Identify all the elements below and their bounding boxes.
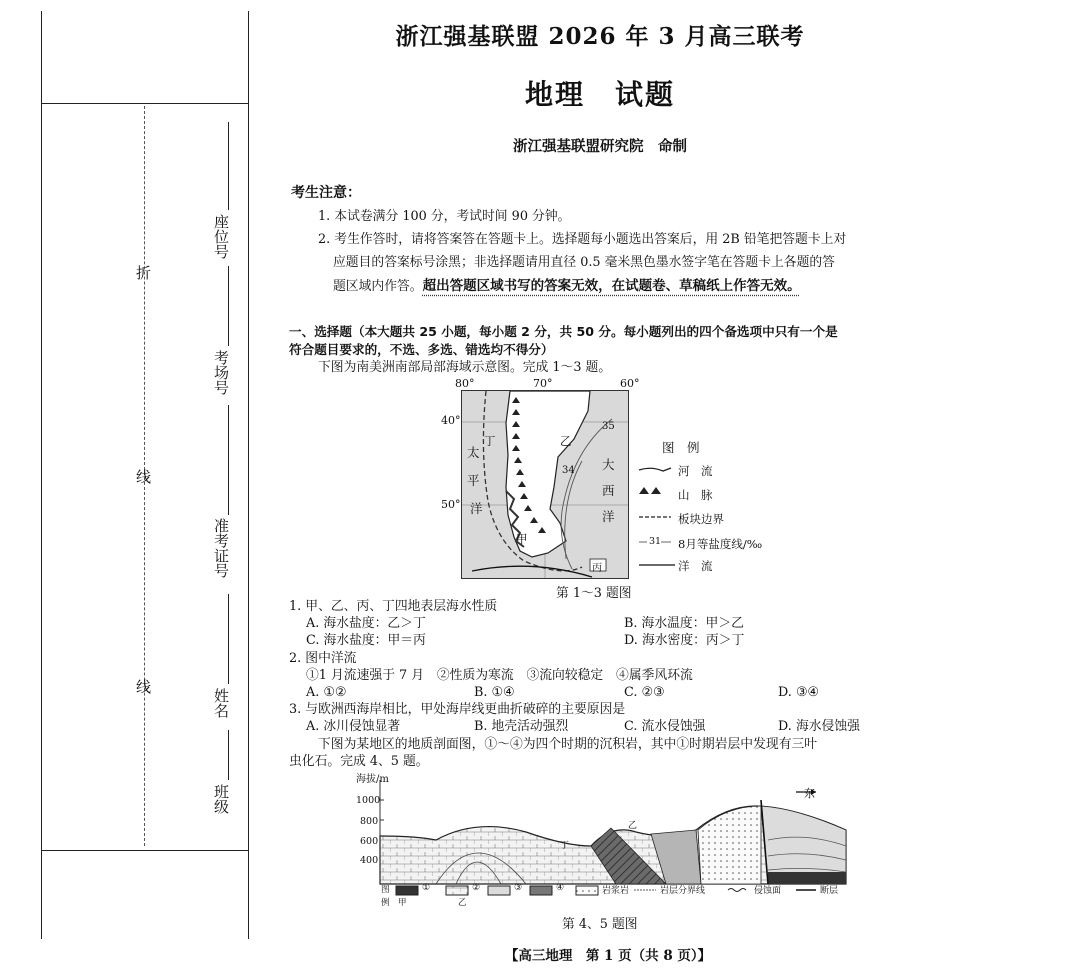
section-caption: 第 4、5 题图 <box>562 917 638 932</box>
margin-top-rule <box>41 103 248 104</box>
section-legend-label-3: ③ <box>514 883 523 893</box>
mountain-symbol <box>639 487 661 494</box>
map-label-tai: 太 <box>467 445 480 460</box>
section-legend-label-1: ① <box>422 883 431 893</box>
class-line <box>228 730 229 780</box>
exam-title: 浙江强基联盟 2026 年 3 月高三联考 <box>395 23 805 50</box>
q2-stem: 2. 图中洋流 <box>289 651 357 666</box>
page-footer: 【高三地理 第 1 页（共 8 页）】 <box>504 948 712 964</box>
igneous-rock <box>698 806 761 884</box>
map-label-jia: 甲 <box>516 532 528 546</box>
section1-heading-line1: 一、选择题（本大题共 25 小题，每小题 2 分，共 50 分。每小题列出的四个备选项中只有一个是 <box>289 324 838 339</box>
section-legend-label-2: ② <box>472 883 481 893</box>
class-label: 班级 <box>212 784 230 814</box>
notice-emphasis: 超出答题区域书写的答案无效，在试题卷、草稿纸上作答无效。 <box>422 278 801 294</box>
legend-plate-boundary: 板块边界 <box>678 512 724 526</box>
section-legend-jia: 甲 <box>398 898 407 908</box>
room-line <box>228 266 229 346</box>
legend-swatch-2 <box>446 886 468 895</box>
fold-char-bottom: 线 <box>136 678 152 696</box>
map-label-da: 大 <box>602 457 615 472</box>
seat-line <box>228 122 229 210</box>
south-america-map <box>461 390 629 579</box>
ticket-number-label: 准考证号 <box>212 518 230 578</box>
notice-heading: 考生注意： <box>291 185 361 201</box>
section-legend-igneous: 岩浆岩 <box>602 886 630 896</box>
legend-swatch-erosion <box>728 889 746 892</box>
lon-label-80: 80° <box>455 377 475 390</box>
q3-option-c: C. 流水侵蚀强 <box>624 719 706 734</box>
map-label-xi: 西 <box>602 483 615 498</box>
exam-room-label: 考场号 <box>212 350 230 395</box>
legend-swatch-4 <box>530 886 552 895</box>
lon-label-70: 70° <box>533 377 553 390</box>
q1-option-c: C. 海水盐度：甲＝丙 <box>306 633 426 648</box>
margin-bottom-rule <box>41 850 248 851</box>
map-label-yi: 乙 <box>560 434 572 448</box>
lat-label-50: 50° <box>441 498 461 511</box>
section-label-ding: 丁 <box>560 841 570 851</box>
section-legend-title: 图 <box>381 885 390 895</box>
q2-statements: ①1 月流速强于 7 月 ②性质为寒流 ③流向较稳定 ④属季风环流 <box>306 668 693 683</box>
current-legend-symbol <box>637 560 677 570</box>
isohaline-label-35: 35 <box>602 421 615 432</box>
section-ylabel: 海拔/m <box>356 774 389 785</box>
legend-swatch-3 <box>488 886 510 895</box>
notice-item-2-line3: 题区域内作答。超出答题区域书写的答案无效，在试题卷、草稿纸上作答无效。 <box>333 278 801 294</box>
fold-char-top: 折 <box>136 264 152 282</box>
legend-current: 洋 流 <box>678 559 713 573</box>
legend-swatch-1 <box>396 886 418 895</box>
legend-isohaline: 8月等盐度线/‰ <box>678 537 763 551</box>
lat-label-40: 40° <box>441 414 461 427</box>
section-legend-fault: 断层 <box>820 886 839 896</box>
ocean-current <box>472 566 592 577</box>
name-line <box>228 594 229 684</box>
map-label-yang-east: 洋 <box>602 509 615 524</box>
isohaline-label-34: 34 <box>562 465 575 476</box>
q3-option-b: B. 地壳活动强烈 <box>474 719 569 734</box>
section-label-yi: 乙 <box>628 821 638 831</box>
isohaline-legend-sample: 31 <box>649 536 662 547</box>
lon-label-60: 60° <box>620 377 640 390</box>
map-label-ding: 丁 <box>484 434 496 448</box>
ticket-line <box>228 405 229 515</box>
intro-q1-3: 下图为南美洲南部局部海域示意图。完成 1～3 题。 <box>318 360 612 375</box>
section-legend-erosion: 侵蚀面 <box>754 886 782 896</box>
q3-option-d: D. 海水侵蚀强 <box>778 719 860 734</box>
east-label: 东 <box>804 787 815 800</box>
section-legend-label-4: ④ <box>556 883 565 893</box>
intro-q4-5-line2: 虫化石。完成 4、5 题。 <box>289 754 429 769</box>
section-legend-title-bottom: 例 <box>381 898 390 908</box>
q1-option-d: D. 海水密度：丙＞丁 <box>624 633 745 648</box>
q3-option-a: A. 冰川侵蚀显著 <box>306 719 401 734</box>
ytick-1000: 1000 <box>356 795 381 806</box>
intro-q4-5-line1: 下图为某地区的地质剖面图，①～④为四个时期的沉积岩，其中①时期岩层中发现有三叶 <box>318 737 818 752</box>
seat-number-label: 座位号 <box>212 214 230 259</box>
ytick-600: 600 <box>360 836 379 847</box>
legend-swatch-igneous <box>576 886 598 895</box>
issuer-line: 浙江强基联盟研究院 命制 <box>513 138 687 155</box>
map-label-bing: 丙 <box>592 563 602 574</box>
river-symbol <box>639 468 671 471</box>
q2-option-a: A. ①② <box>306 685 347 700</box>
subject-title: 地理 试题 <box>524 78 675 111</box>
q3-stem: 3. 与欧洲西海岸相比，甲处海岸线更曲折破碎的主要原因是 <box>289 702 626 717</box>
map-label-ping: 平 <box>467 473 480 488</box>
ytick-800: 800 <box>360 816 379 827</box>
legend-river: 河 流 <box>678 464 713 478</box>
notice-item-2-line2: 应题目的答案标号涂黑；非选择题请用直径 0.5 毫米黑色墨水签字笔在答题卡上各题的答 <box>333 255 835 270</box>
q2-option-b: B. ①④ <box>474 685 515 700</box>
name-label: 姓名 <box>212 688 230 718</box>
section-legend-boundary: 岩层分界线 <box>660 886 706 896</box>
fold-char-mid: 线 <box>136 468 152 486</box>
map-label-yang-west: 洋 <box>470 501 483 516</box>
map-legend-title: 图 例 <box>662 440 700 455</box>
q2-option-c: C. ②③ <box>624 685 665 700</box>
map-caption: 第 1～3 题图 <box>556 586 632 601</box>
section1-heading-line2: 符合题目要求的，不选、多选、错选均不得分） <box>289 342 554 357</box>
notice-item-1: 1. 本试卷满分 100 分，考试时间 90 分钟。 <box>318 209 571 224</box>
q1-option-a: A. 海水盐度：乙＞丁 <box>306 616 426 631</box>
q1-stem: 1. 甲、乙、丙、丁四地表层海水性质 <box>289 599 498 614</box>
section-legend-yi: 乙 <box>458 898 467 908</box>
q2-option-d: D. ③④ <box>778 685 819 700</box>
q1-option-b: B. 海水温度：甲＞乙 <box>624 616 744 631</box>
legend-mountain: 山 脉 <box>678 488 713 502</box>
ytick-400: 400 <box>360 855 379 866</box>
notice-item-2-line1: 2. 考生作答时，请将答案答在答题卡上。选择题每小题选出答案后，用 2B 铅笔把答题卡上对 <box>318 232 847 247</box>
